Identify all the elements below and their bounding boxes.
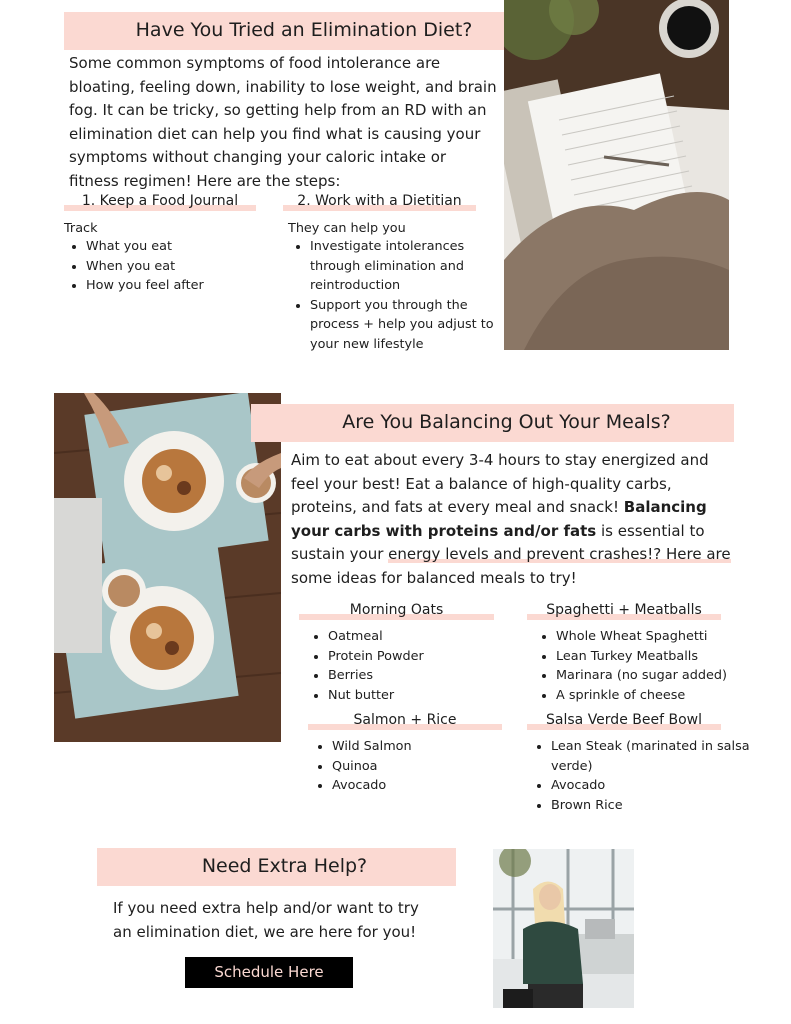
list-item: • What you eat [86, 237, 296, 257]
list-item: • Avocado [551, 776, 751, 796]
list-item: • When you eat [86, 257, 296, 277]
step1-title: 1. Keep a Food Journal [81, 193, 239, 209]
section2-intro-text-a: Aim to eat about every 3-4 hours to stay energized and feel your best! Eat a balance of high-quality carbs, proteins, and fats at every meal and snack! [291, 451, 709, 516]
meal-salmon-title: Salmon + Rice [353, 712, 457, 728]
section2-intro [291, 449, 736, 590]
section2-intro-bold: Balancing your carbs with proteins and/or fats [291, 498, 707, 540]
list-item: • Berries [328, 666, 528, 686]
meal-spaghetti-list [534, 627, 786, 705]
schedule-button-label: Schedule Here [214, 963, 324, 981]
step2-title: 2. Work with a Dietitian [297, 193, 462, 209]
list-item: • How you feel after [86, 276, 296, 296]
meal-salsa-title: Salsa Verde Beef Bowl [546, 712, 702, 728]
list-item: • Support you through the process + help you adjust to your new lifestyle [310, 296, 500, 355]
journal-coffee-photo [504, 0, 729, 350]
list-item: • Lean Steak (marinated in salsa verde) [551, 737, 751, 776]
meal-oats-list [306, 627, 528, 705]
list-item: • Oatmeal [328, 627, 528, 647]
list-item: • Investigate intolerances through elimination and reintroduction [310, 237, 500, 296]
meal-oats-title: Morning Oats [349, 602, 444, 618]
step2-lead: They can help you [288, 221, 406, 236]
meal-salsa-list [529, 737, 751, 815]
step1-lead: Track [64, 221, 98, 236]
woman-cafe-photo [493, 849, 634, 1008]
list-item: • Brown Rice [551, 796, 751, 816]
section2-intro-highlight: energy levels and prevent crashes!? Here are [388, 545, 731, 563]
section3-title: Need Extra Help? [201, 855, 368, 877]
list-item: • Quinoa [332, 757, 532, 777]
list-item: • Nut butter [328, 686, 528, 706]
list-item: • Whole Wheat Spaghetti [556, 627, 786, 647]
list-item: • Protein Powder [328, 647, 528, 667]
list-item: • A sprinkle of cheese [556, 686, 786, 706]
section1-title: Have You Tried an Elimination Diet? [135, 19, 473, 41]
list-item: • Lean Turkey Meatballs [556, 647, 786, 667]
section2-intro-text-b: is essential to sustain your [291, 521, 705, 563]
section1-intro: Some common symptoms of food intolerance are bloating, feeling down, inability to lose weight, and brain fog. It can be tricky, so getting help from an RD with an elimination diet can help you find what is causing your symptoms without changing your caloric intake or fitness regimen! Here are the steps: [69, 54, 497, 190]
list-item: • Avocado [332, 776, 532, 796]
meal-salmon-list [310, 737, 532, 796]
section2-title: Are You Balancing Out Your Meals? [342, 411, 671, 433]
list-item: • Marinara (no sugar added) [556, 666, 786, 686]
step2-list [288, 237, 500, 354]
schedule-button[interactable] [185, 957, 353, 988]
step1-list [64, 237, 296, 296]
breakfast-plates-photo [54, 393, 281, 742]
section2-intro-text-c: some ideas for balanced meals to try! [291, 568, 577, 587]
list-item: • Wild Salmon [332, 737, 532, 757]
meal-spaghetti-title: Spaghetti + Meatballs [546, 602, 702, 618]
section3-text: If you need extra help and/or want to try an elimination diet, we are here for you! [113, 899, 419, 941]
